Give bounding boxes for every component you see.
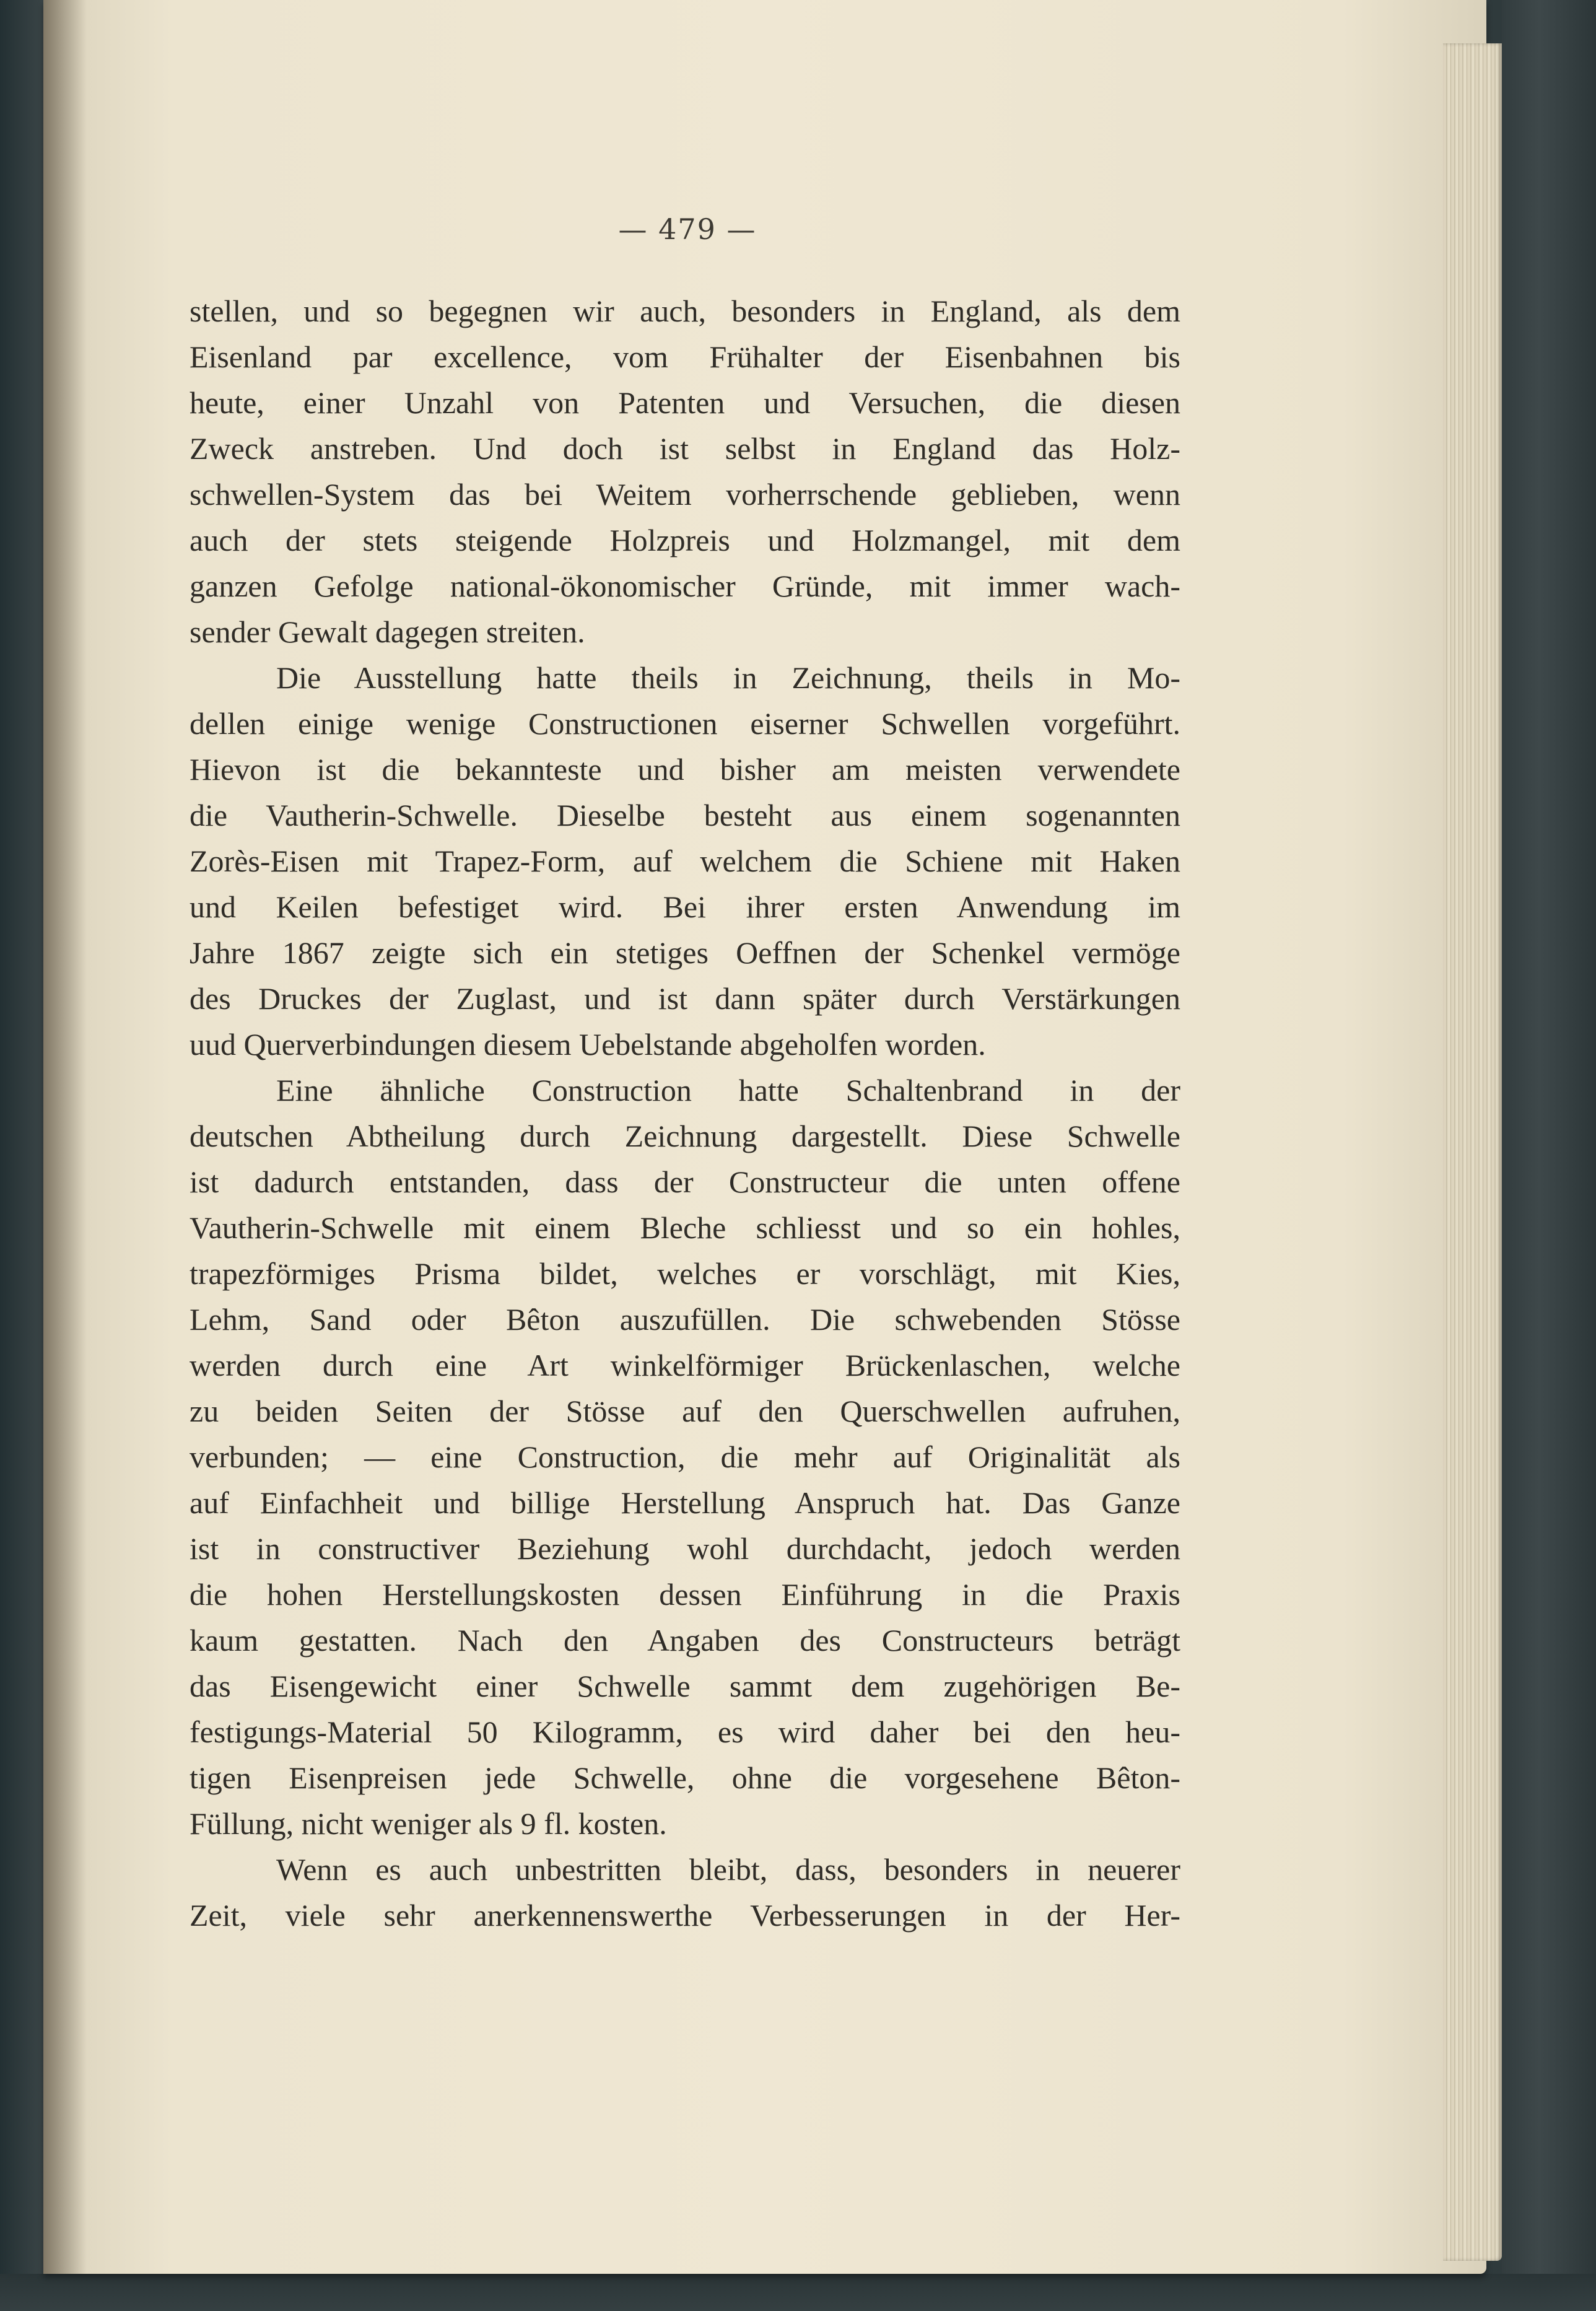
text-line: sender Gewalt dagegen streiten. <box>190 614 585 649</box>
paragraph-4 <box>190 1846 1180 1938</box>
text-line: dellen einige wenige Constructionen eiserner Schwellen vorgeführt. <box>190 706 1180 741</box>
text-line: ist in constructiver Beziehung wohl durchdacht, jedoch werden <box>190 1531 1180 1566</box>
text-line: uud Querverbindungen diesem Uebelstande abgeholfen worden. <box>190 1027 986 1062</box>
paragraph-3 <box>190 1067 1180 1846</box>
paragraph-1 <box>190 288 1180 655</box>
text-line: trapezförmiges Prisma bildet, welches er vorschlägt, mit Kies, <box>190 1256 1180 1291</box>
text-line: Die Ausstellung hatte theils in Zeichnung, theils in Mo- <box>276 660 1180 695</box>
text-line: Vautherin-Schwelle mit einem Bleche schliesst und so ein hohles, <box>190 1210 1180 1245</box>
text-line: verbunden; — eine Construction, die mehr auf Originalität als <box>190 1439 1180 1474</box>
text-line: Eine ähnliche Construction hatte Schaltenbrand in der <box>276 1073 1180 1107</box>
text-line: des Druckes der Zuglast, und ist dann später durch Verstärkungen <box>190 981 1180 1016</box>
text-line: Zeit, viele sehr anerkennenswerthe Verbesserungen in der Her- <box>190 1898 1180 1933</box>
text-line: zu beiden Seiten der Stösse auf den Querschwellen aufruhen, <box>190 1394 1180 1428</box>
text-line: stellen, und so begegnen wir auch, besonders in England, als dem <box>190 294 1180 328</box>
text-line: Zorès-Eisen mit Trapez-Form, auf welchem die Schiene mit Haken <box>190 844 1180 878</box>
text-line: ist dadurch entstanden, dass der Constructeur die unten offene <box>190 1164 1180 1199</box>
text-line: heute, einer Unzahl von Patenten und Versuchen, die diesen <box>190 385 1180 420</box>
text-line: das Eisengewicht einer Schwelle sammt dem zugehörigen Be- <box>190 1669 1180 1703</box>
text-line: auch der stets steigende Holzpreis und Holzmangel, mit dem <box>190 523 1180 557</box>
text-line: Hievon ist die bekannteste und bisher am meisten verwendete <box>190 752 1180 787</box>
text-line: Wenn es auch unbestritten bleibt, dass, besonders in neuerer <box>276 1852 1180 1887</box>
bottom-cover-board <box>0 2274 1596 2311</box>
text-line: auf Einfachheit und billige Herstellung Anspruch hat. Das Ganze <box>190 1485 1180 1520</box>
text-line: ganzen Gefolge national-ökonomischer Gründe, mit immer wach- <box>190 569 1180 603</box>
text-line: Lehm, Sand oder Bêton auszufüllen. Die schwebenden Stösse <box>190 1302 1180 1337</box>
text-line: Zweck anstreben. Und doch ist selbst in England das Holz- <box>190 431 1180 466</box>
text-line: deutschen Abtheilung durch Zeichnung dargestellt. Diese Schwelle <box>190 1119 1180 1153</box>
text-line: und Keilen befestiget wird. Bei ihrer ersten Anwendung im <box>190 889 1180 924</box>
text-line: kaum gestatten. Nach den Angaben des Constructeurs beträgt <box>190 1623 1180 1658</box>
page-edges <box>1443 43 1502 2261</box>
text-line: tigen Eisenpreisen jede Schwelle, ohne die vorgesehene Bêton- <box>190 1760 1180 1795</box>
text-line: Jahre 1867 zeigte sich ein stetiges Oeffnen der Schenkel vermöge <box>190 935 1180 970</box>
text-line: die hohen Herstellungskosten dessen Einführung in die Praxis <box>190 1577 1180 1612</box>
right-cover-board <box>1502 0 1596 2311</box>
text-line: die Vautherin-Schwelle. Dieselbe besteht aus einem sogenannten <box>190 798 1180 832</box>
text-line: Füllung, nicht weniger als 9 fl. kosten. <box>190 1806 667 1841</box>
text-line: Eisenland par excellence, vom Frühalter der Eisenbahnen bis <box>190 339 1180 374</box>
page-number: — 479 — <box>618 212 757 246</box>
paragraph-2 <box>190 655 1180 1067</box>
body-text <box>190 288 1180 1938</box>
text-line: festigungs-Material 50 Kilogramm, es wird daher bei den heu- <box>190 1715 1180 1749</box>
text-line: schwellen-System das bei Weitem vorherrschende geblieben, wenn <box>190 477 1180 512</box>
text-line: werden durch eine Art winkelförmiger Brückenlaschen, welche <box>190 1348 1180 1383</box>
gutter-shadow <box>43 0 87 2274</box>
